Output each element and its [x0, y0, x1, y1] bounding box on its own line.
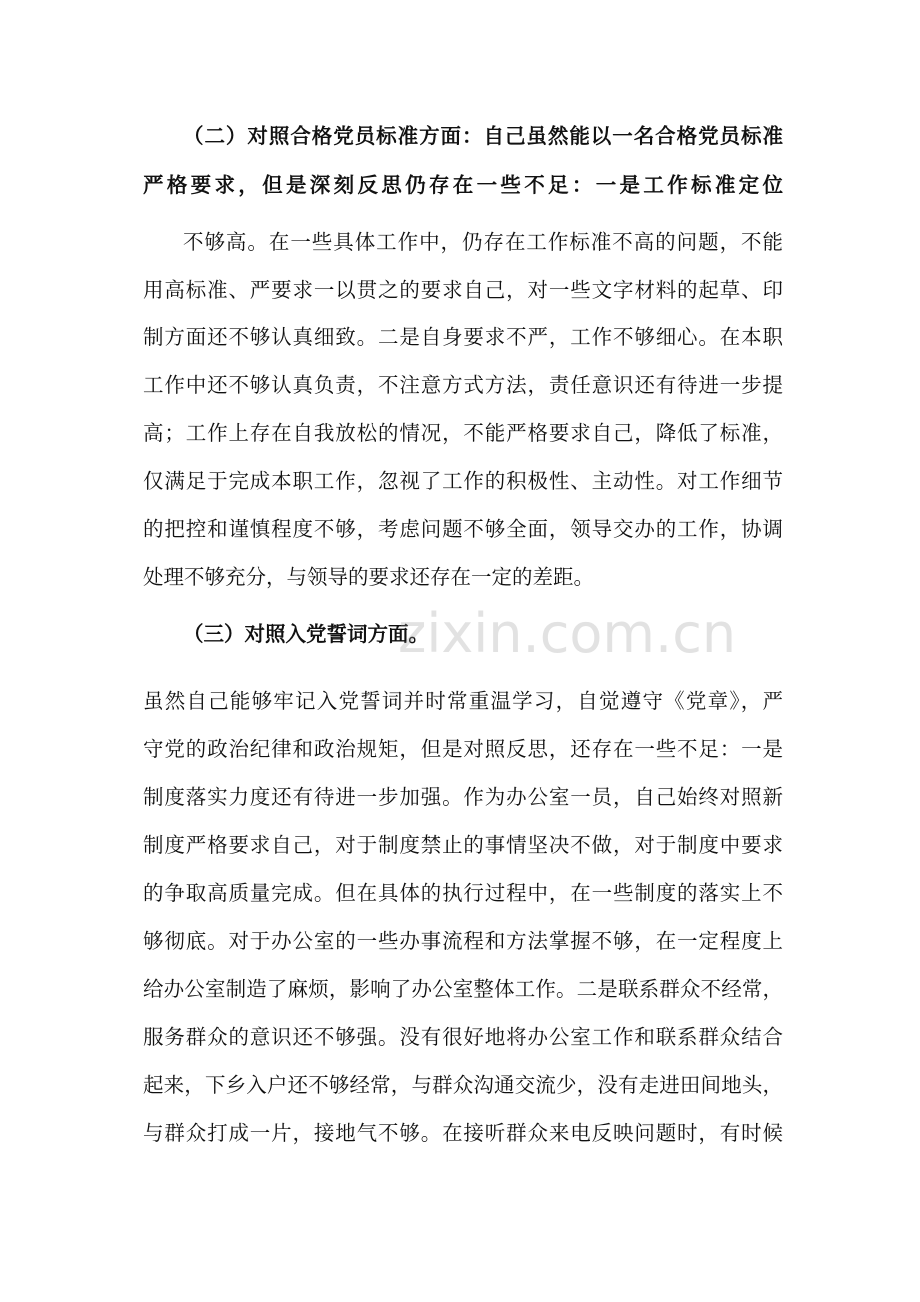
- section2-body-line: 用高标准、严要求一以贯之的要求自己，对一些文字材料的起草、印: [143, 278, 783, 302]
- section2-heading-line-1: （二）对照合格党员标准方面：自己虽然能以一名合格党员标准: [183, 124, 783, 148]
- section2-body-line: 不够高。在一些具体工作中，仍存在工作标准不高的问题，不能: [183, 230, 783, 254]
- section2-body-line: 高；工作上存在自我放松的情况，不能严格要求自己，降低了标准，: [143, 421, 783, 445]
- section3-heading: （三）对照入党誓词方面。: [183, 622, 429, 646]
- section3-body-line: 起来，下乡入户还不够经常，与群众沟通交流少，没有走进田间地头，: [143, 1073, 783, 1097]
- section3-body-line: 够彻底。对于办公室的一些办事流程和方法掌握不够，在一定程度上: [143, 929, 783, 953]
- section3-body-line: 给办公室制造了麻烦，影响了办公室整体工作。二是联系群众不经常，: [143, 977, 783, 1001]
- section2-body-line: 的把控和谨慎程度不够，考虑问题不够全面，领导交办的工作，协调: [143, 517, 783, 541]
- section2-body-line: 处理不够充分，与领导的要求还存在一定的差距。: [143, 565, 594, 589]
- watermark: zixin.com.cn: [398, 602, 737, 665]
- section3-body-line: 的争取高质量完成。但在具体的执行过程中，在一些制度的落实上不: [143, 881, 783, 905]
- section2-heading-line-2: 严格要求，但是深刻反思仍存在一些不足：一是工作标准定位: [143, 173, 783, 197]
- section3-body-line: 与群众打成一片，接地气不够。在接听群众来电反映问题时，有时候: [143, 1121, 783, 1145]
- section2-body-line: 制方面还不够认真细致。二是自身要求不严，工作不够细心。在本职: [143, 325, 783, 349]
- section3-body-line: 服务群众的意识还不够强。没有很好地将办公室工作和联系群众结合: [143, 1025, 783, 1049]
- section3-body-line: 制度落实力度还有待进一步加强。作为办公室一员，自己始终对照新: [143, 785, 783, 809]
- section3-body-line: 虽然自己能够牢记入党誓词并时常重温学习，自觉遵守《党章》，严: [143, 689, 783, 713]
- section3-body-line: 制度严格要求自己，对于制度禁止的事情坚决不做，对于制度中要求: [143, 833, 783, 857]
- section2-body-line: 仅满足于完成本职工作，忽视了工作的积极性、主动性。对工作细节: [143, 469, 783, 493]
- section3-body-line: 守党的政治纪律和政治规矩，但是对照反思，还存在一些不足：一是: [143, 737, 783, 761]
- section2-body-line: 工作中还不够认真负责，不注意方式方法，责任意识还有待进一步提: [143, 373, 783, 397]
